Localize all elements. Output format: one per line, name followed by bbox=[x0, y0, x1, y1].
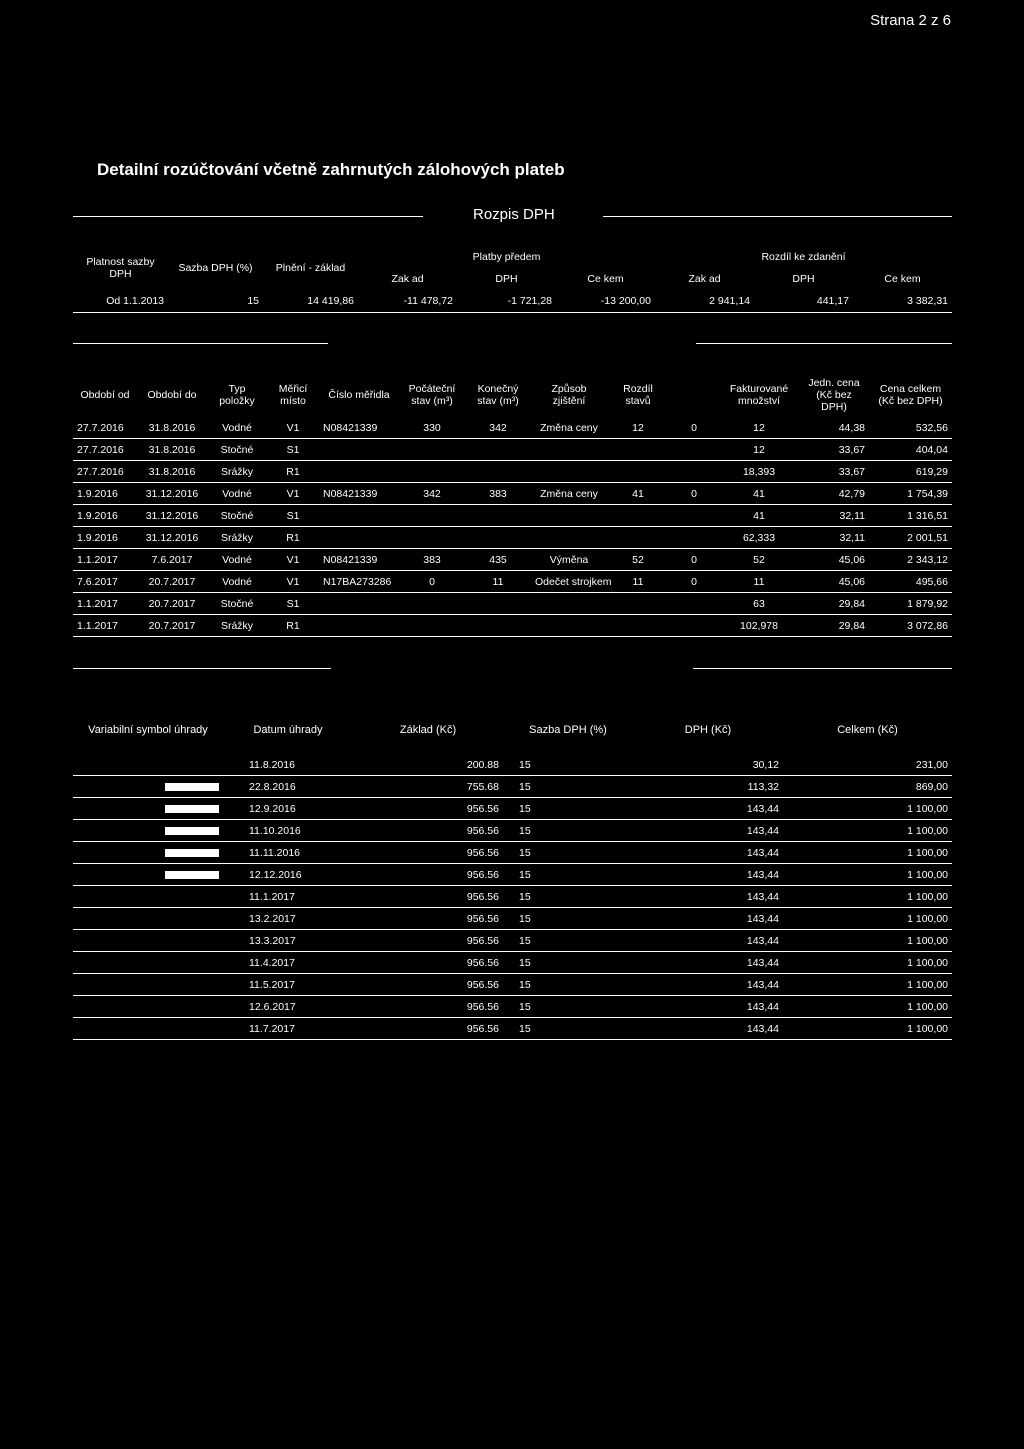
meter-cell bbox=[669, 527, 719, 549]
vat-group-diff: Rozdíl ke zdanění bbox=[761, 251, 846, 263]
meter-row bbox=[73, 549, 952, 571]
meter-cell: 0 bbox=[399, 571, 465, 593]
payments-table bbox=[73, 716, 952, 1040]
payment-cell bbox=[73, 886, 223, 908]
meter-row bbox=[73, 417, 952, 439]
meter-cell bbox=[607, 439, 669, 461]
payment-cell: 143,44 bbox=[633, 1018, 783, 1040]
divider bbox=[696, 343, 952, 344]
payment-cell: 143,44 bbox=[633, 798, 783, 820]
page-number: Strana 2 z 6 bbox=[870, 12, 951, 29]
payment-cell: 15 bbox=[503, 754, 633, 776]
payment-cell: 755.68 bbox=[353, 776, 503, 798]
meter-cell: Změna ceny bbox=[531, 417, 607, 439]
meter-cell: 32,11 bbox=[799, 527, 869, 549]
payments-col-header: DPH (Kč) bbox=[684, 724, 732, 736]
meter-table bbox=[73, 373, 952, 637]
payment-cell: 1 100,00 bbox=[783, 798, 952, 820]
payment-row bbox=[73, 820, 952, 842]
meter-cell: 12 bbox=[607, 417, 669, 439]
meter-cell: 1 754,39 bbox=[869, 483, 952, 505]
meter-col-header: Počáteční stav (m³) bbox=[408, 383, 456, 407]
meter-cell: 342 bbox=[399, 483, 465, 505]
meter-cell: 27.7.2016 bbox=[73, 439, 137, 461]
payment-row bbox=[73, 798, 952, 820]
payment-cell: 143,44 bbox=[633, 908, 783, 930]
meter-cell bbox=[669, 615, 719, 637]
meter-cell: 11 bbox=[719, 571, 799, 593]
meter-cell bbox=[531, 461, 607, 483]
payment-cell: 1 100,00 bbox=[783, 996, 952, 1018]
payment-cell: 956.56 bbox=[353, 886, 503, 908]
payment-row bbox=[73, 952, 952, 974]
meter-cell bbox=[607, 615, 669, 637]
meter-cell: 20.7.2017 bbox=[137, 593, 207, 615]
meter-cell: 63 bbox=[719, 593, 799, 615]
meter-section-header bbox=[73, 333, 952, 353]
meter-cell bbox=[319, 593, 399, 615]
payment-cell: 15 bbox=[503, 1018, 633, 1040]
meter-cell bbox=[465, 439, 531, 461]
meter-cell: N08421339 bbox=[319, 483, 399, 505]
payment-cell: 15 bbox=[503, 974, 633, 996]
meter-cell bbox=[465, 505, 531, 527]
meter-cell: 532,56 bbox=[869, 417, 952, 439]
vat-sub-vat: DPH bbox=[792, 273, 815, 285]
payments-col-header: Datum úhrady bbox=[253, 724, 323, 736]
payment-row bbox=[73, 776, 952, 798]
payment-cell: 143,44 bbox=[633, 842, 783, 864]
meter-cell: Vodné bbox=[207, 571, 267, 593]
payment-cell: 12.12.2016 bbox=[223, 864, 353, 886]
meter-col-header: Způsob zjištění bbox=[551, 383, 587, 407]
meter-cell: 41 bbox=[719, 505, 799, 527]
meter-cell: 33,67 bbox=[799, 439, 869, 461]
payment-cell: 11.4.2017 bbox=[223, 952, 353, 974]
payment-cell: 1 100,00 bbox=[783, 820, 952, 842]
meter-cell: 42,79 bbox=[799, 483, 869, 505]
meter-cell: N08421339 bbox=[319, 417, 399, 439]
meter-cell: 1.9.2016 bbox=[73, 483, 137, 505]
vat-sub-base: Zak ad bbox=[688, 273, 721, 285]
meter-cell: 18,393 bbox=[719, 461, 799, 483]
meter-cell bbox=[399, 461, 465, 483]
meter-cell bbox=[399, 527, 465, 549]
payment-cell: 956.56 bbox=[353, 996, 503, 1018]
payment-cell: 1 100,00 bbox=[783, 1018, 952, 1040]
meter-cell bbox=[465, 593, 531, 615]
meter-cell: Vodné bbox=[207, 483, 267, 505]
meter-row bbox=[73, 483, 952, 505]
meter-cell bbox=[399, 439, 465, 461]
meter-cell: V1 bbox=[267, 417, 319, 439]
payment-cell: 11.8.2016 bbox=[223, 754, 353, 776]
meter-cell: 1.1.2017 bbox=[73, 593, 137, 615]
vat-heading: Rozpis DPH bbox=[473, 206, 555, 223]
payment-cell: 15 bbox=[503, 908, 633, 930]
payment-cell: 15 bbox=[503, 930, 633, 952]
vat-cell: -13 200,00 bbox=[556, 290, 655, 313]
meter-cell bbox=[319, 439, 399, 461]
payments-col-header: Celkem (Kč) bbox=[837, 724, 898, 736]
payment-cell bbox=[73, 952, 223, 974]
payment-cell: 15 bbox=[503, 886, 633, 908]
meter-cell: 41 bbox=[719, 483, 799, 505]
payment-cell: 1 100,00 bbox=[783, 842, 952, 864]
vat-col-validity: Platnost sazby DPH bbox=[86, 256, 155, 280]
meter-cell: 1.1.2017 bbox=[73, 615, 137, 637]
meter-cell: 435 bbox=[465, 549, 531, 571]
payment-cell bbox=[73, 864, 223, 886]
meter-col-header: Fakturované množství bbox=[729, 383, 789, 407]
meter-cell: 1.9.2016 bbox=[73, 505, 137, 527]
meter-row bbox=[73, 615, 952, 637]
meter-cell bbox=[607, 527, 669, 549]
meter-cell bbox=[399, 615, 465, 637]
meter-col-header: Období od bbox=[80, 389, 130, 401]
meter-row bbox=[73, 527, 952, 549]
payment-row bbox=[73, 974, 952, 996]
meter-cell: 330 bbox=[399, 417, 465, 439]
payment-cell: 143,44 bbox=[633, 930, 783, 952]
meter-cell bbox=[607, 593, 669, 615]
meter-cell bbox=[319, 505, 399, 527]
meter-cell: 45,06 bbox=[799, 571, 869, 593]
redacted-symbol bbox=[165, 849, 219, 857]
document-title: Detailní rozúčtování včetně zahrnutých zálohových plateb bbox=[97, 160, 565, 179]
payment-cell bbox=[73, 798, 223, 820]
vat-cell: 441,17 bbox=[754, 290, 853, 313]
meter-cell bbox=[669, 505, 719, 527]
meter-cell: N08421339 bbox=[319, 549, 399, 571]
meter-cell: 0 bbox=[669, 417, 719, 439]
meter-cell: 1 879,92 bbox=[869, 593, 952, 615]
payment-cell: 15 bbox=[503, 952, 633, 974]
meter-cell: 11 bbox=[607, 571, 669, 593]
meter-cell: 3 072,86 bbox=[869, 615, 952, 637]
payment-cell: 1 100,00 bbox=[783, 952, 952, 974]
meter-cell: 0 bbox=[669, 549, 719, 571]
meter-cell: 7.6.2017 bbox=[73, 571, 137, 593]
meter-cell: 31.12.2016 bbox=[137, 505, 207, 527]
payment-cell: 956.56 bbox=[353, 952, 503, 974]
meter-cell: 52 bbox=[607, 549, 669, 571]
meter-cell: Stočné bbox=[207, 439, 267, 461]
redacted-symbol bbox=[165, 871, 219, 879]
payment-cell: 11.1.2017 bbox=[223, 886, 353, 908]
payment-row bbox=[73, 996, 952, 1018]
payment-cell: 956.56 bbox=[353, 974, 503, 996]
meter-cell: 404,04 bbox=[869, 439, 952, 461]
payment-cell: 200.88 bbox=[353, 754, 503, 776]
payment-cell: 143,44 bbox=[633, 952, 783, 974]
payments-col-header: Sazba DPH (%) bbox=[529, 724, 607, 736]
meter-cell: R1 bbox=[267, 461, 319, 483]
meter-cell bbox=[669, 461, 719, 483]
payment-cell: 12.9.2016 bbox=[223, 798, 353, 820]
meter-cell: V1 bbox=[267, 483, 319, 505]
meter-row bbox=[73, 439, 952, 461]
payment-cell: 956.56 bbox=[353, 798, 503, 820]
meter-cell: Vodné bbox=[207, 549, 267, 571]
meter-cell bbox=[319, 527, 399, 549]
payment-cell: 143,44 bbox=[633, 820, 783, 842]
meter-cell: 619,29 bbox=[869, 461, 952, 483]
meter-cell: 62,333 bbox=[719, 527, 799, 549]
meter-cell: Srážky bbox=[207, 461, 267, 483]
meter-cell: 0 bbox=[669, 571, 719, 593]
meter-cell: 1.9.2016 bbox=[73, 527, 137, 549]
vat-sub-total: Ce kem bbox=[884, 273, 921, 285]
redacted-symbol bbox=[165, 783, 219, 791]
payment-cell: 143,44 bbox=[633, 886, 783, 908]
payments-section bbox=[73, 658, 952, 1040]
meter-cell: 495,66 bbox=[869, 571, 952, 593]
vat-group-prepaid: Platby předem bbox=[472, 251, 541, 263]
vat-col-base: Plnění - základ bbox=[275, 262, 346, 274]
payment-cell: 22.8.2016 bbox=[223, 776, 353, 798]
vat-section bbox=[73, 206, 952, 313]
meter-cell: 31.8.2016 bbox=[137, 461, 207, 483]
meter-cell bbox=[669, 593, 719, 615]
payment-cell: 11.11.2016 bbox=[223, 842, 353, 864]
meter-cell: Srážky bbox=[207, 527, 267, 549]
meter-cell bbox=[465, 615, 531, 637]
divider bbox=[73, 668, 331, 669]
meter-cell bbox=[531, 505, 607, 527]
payment-cell: 956.56 bbox=[353, 908, 503, 930]
vat-section-header bbox=[73, 206, 952, 226]
payment-cell: 956.56 bbox=[353, 1018, 503, 1040]
meter-cell: 27.7.2016 bbox=[73, 461, 137, 483]
meter-cell: Změna ceny bbox=[531, 483, 607, 505]
divider bbox=[693, 668, 952, 669]
meter-cell: 383 bbox=[465, 483, 531, 505]
payment-cell bbox=[73, 842, 223, 864]
vat-col-rate: Sazba DPH (%) bbox=[178, 262, 253, 274]
meter-row bbox=[73, 461, 952, 483]
meter-col-header: Typ položky bbox=[219, 383, 255, 407]
vat-cell: Od 1.1.2013 bbox=[73, 290, 168, 313]
meter-cell: 11 bbox=[465, 571, 531, 593]
payment-cell: 13.2.2017 bbox=[223, 908, 353, 930]
meter-cell: 41 bbox=[607, 483, 669, 505]
meter-cell: 102,978 bbox=[719, 615, 799, 637]
meter-cell: Výměna bbox=[531, 549, 607, 571]
payment-cell: 956.56 bbox=[353, 820, 503, 842]
meter-col-header: Rozdíl stavů bbox=[623, 383, 653, 407]
meter-cell bbox=[319, 461, 399, 483]
payment-cell bbox=[73, 974, 223, 996]
meter-cell: 12 bbox=[719, 439, 799, 461]
vat-cell: 2 941,14 bbox=[655, 290, 754, 313]
payment-row bbox=[73, 1018, 952, 1040]
vat-sub-vat: DPH bbox=[495, 273, 518, 285]
payments-col-header: Variabilní symbol úhrady bbox=[88, 724, 208, 736]
meter-cell: 52 bbox=[719, 549, 799, 571]
meter-col-header: Konečný stav (m³) bbox=[477, 383, 519, 407]
meter-cell: 33,67 bbox=[799, 461, 869, 483]
payment-cell: 1 100,00 bbox=[783, 974, 952, 996]
meter-cell: 29,84 bbox=[799, 615, 869, 637]
payment-cell: 11.7.2017 bbox=[223, 1018, 353, 1040]
meter-cell bbox=[531, 439, 607, 461]
payment-cell bbox=[73, 820, 223, 842]
payments-section-header bbox=[73, 658, 952, 678]
meter-cell: 31.8.2016 bbox=[137, 417, 207, 439]
payment-cell: 15 bbox=[503, 820, 633, 842]
meter-cell: 2 001,51 bbox=[869, 527, 952, 549]
meter-cell: R1 bbox=[267, 615, 319, 637]
meter-row bbox=[73, 571, 952, 593]
meter-cell: 342 bbox=[465, 417, 531, 439]
meter-cell: R1 bbox=[267, 527, 319, 549]
vat-cell: -11 478,72 bbox=[358, 290, 457, 313]
payment-cell bbox=[73, 996, 223, 1018]
meter-cell: Srážky bbox=[207, 615, 267, 637]
payment-cell: 1 100,00 bbox=[783, 886, 952, 908]
meter-cell bbox=[531, 615, 607, 637]
meter-cell bbox=[607, 505, 669, 527]
meter-cell bbox=[465, 461, 531, 483]
payment-cell: 956.56 bbox=[353, 842, 503, 864]
meter-cell: 1.1.2017 bbox=[73, 549, 137, 571]
payment-cell: 1 100,00 bbox=[783, 930, 952, 952]
payment-row bbox=[73, 908, 952, 930]
meter-cell: N17BA273286 bbox=[319, 571, 399, 593]
meter-cell bbox=[465, 527, 531, 549]
divider bbox=[73, 216, 423, 217]
vat-row bbox=[73, 290, 952, 313]
meter-cell: 32,11 bbox=[799, 505, 869, 527]
meter-cell: 20.7.2017 bbox=[137, 571, 207, 593]
meter-cell: 2 343,12 bbox=[869, 549, 952, 571]
meter-cell bbox=[531, 593, 607, 615]
meter-cell: 383 bbox=[399, 549, 465, 571]
payment-cell bbox=[73, 908, 223, 930]
payment-cell: 15 bbox=[503, 776, 633, 798]
vat-cell: 15 bbox=[168, 290, 263, 313]
meter-cell: S1 bbox=[267, 505, 319, 527]
meter-cell: 31.12.2016 bbox=[137, 483, 207, 505]
meter-row bbox=[73, 505, 952, 527]
meter-cell: 7.6.2017 bbox=[137, 549, 207, 571]
payment-cell bbox=[73, 1018, 223, 1040]
meter-cell: S1 bbox=[267, 439, 319, 461]
meter-row bbox=[73, 593, 952, 615]
payment-cell: 143,44 bbox=[633, 996, 783, 1018]
meter-cell: 31.12.2016 bbox=[137, 527, 207, 549]
payment-cell: 13.3.2017 bbox=[223, 930, 353, 952]
payment-cell: 1 100,00 bbox=[783, 908, 952, 930]
payment-cell: 11.5.2017 bbox=[223, 974, 353, 996]
meter-section bbox=[73, 333, 952, 637]
payment-cell: 12.6.2017 bbox=[223, 996, 353, 1018]
payment-cell bbox=[73, 754, 223, 776]
payment-cell: 869,00 bbox=[783, 776, 952, 798]
meter-cell: V1 bbox=[267, 571, 319, 593]
vat-sub-base: Zak ad bbox=[391, 273, 424, 285]
payment-cell: 231,00 bbox=[783, 754, 952, 776]
meter-cell bbox=[319, 615, 399, 637]
payment-cell: 11.10.2016 bbox=[223, 820, 353, 842]
payment-cell bbox=[73, 930, 223, 952]
meter-cell bbox=[607, 461, 669, 483]
meter-cell: 1 316,51 bbox=[869, 505, 952, 527]
payment-cell: 113,32 bbox=[633, 776, 783, 798]
payment-row bbox=[73, 754, 952, 776]
meter-col-header: Jedn. cena (Kč bez DPH) bbox=[808, 377, 860, 413]
payment-cell: 143,44 bbox=[633, 974, 783, 996]
redacted-symbol bbox=[165, 827, 219, 835]
meter-cell: 44,38 bbox=[799, 417, 869, 439]
meter-cell: 12 bbox=[719, 417, 799, 439]
payment-cell: 15 bbox=[503, 996, 633, 1018]
meter-cell bbox=[399, 505, 465, 527]
meter-col-header: Období do bbox=[147, 389, 197, 401]
meter-cell: 31.8.2016 bbox=[137, 439, 207, 461]
meter-col-header: Měřicí místo bbox=[278, 383, 308, 407]
meter-cell: Vodné bbox=[207, 417, 267, 439]
meter-cell: Stočné bbox=[207, 593, 267, 615]
redacted-symbol bbox=[165, 805, 219, 813]
payment-cell: 15 bbox=[503, 842, 633, 864]
divider bbox=[73, 343, 328, 344]
meter-cell bbox=[669, 439, 719, 461]
vat-table bbox=[73, 246, 952, 313]
payment-cell: 143,44 bbox=[633, 864, 783, 886]
meter-cell: 29,84 bbox=[799, 593, 869, 615]
meter-cell bbox=[399, 593, 465, 615]
meter-col-header bbox=[669, 373, 719, 417]
meter-col-header: Cena celkem (Kč bez DPH) bbox=[878, 383, 943, 407]
payment-cell: 956.56 bbox=[353, 864, 503, 886]
payment-cell: 15 bbox=[503, 798, 633, 820]
divider bbox=[603, 216, 952, 217]
vat-sub-total: Ce kem bbox=[587, 273, 624, 285]
payment-row bbox=[73, 864, 952, 886]
meter-cell: S1 bbox=[267, 593, 319, 615]
payment-row bbox=[73, 930, 952, 952]
payment-row bbox=[73, 842, 952, 864]
payment-cell: 15 bbox=[503, 864, 633, 886]
meter-cell bbox=[531, 527, 607, 549]
payments-col-header: Základ (Kč) bbox=[399, 724, 457, 736]
payment-cell bbox=[73, 776, 223, 798]
meter-cell: Odečet strojkem bbox=[531, 571, 607, 593]
payment-cell: 30,12 bbox=[633, 754, 783, 776]
meter-cell: 27.7.2016 bbox=[73, 417, 137, 439]
vat-cell: 14 419,86 bbox=[263, 290, 358, 313]
meter-col-header: Číslo měřidla bbox=[328, 389, 390, 401]
meter-cell: 0 bbox=[669, 483, 719, 505]
payment-cell: 956.56 bbox=[353, 930, 503, 952]
payment-row bbox=[73, 886, 952, 908]
payment-cell: 1 100,00 bbox=[783, 864, 952, 886]
meter-cell: Stočné bbox=[207, 505, 267, 527]
meter-cell: 20.7.2017 bbox=[137, 615, 207, 637]
meter-cell: V1 bbox=[267, 549, 319, 571]
meter-cell: 45,06 bbox=[799, 549, 869, 571]
vat-cell: -1 721,28 bbox=[457, 290, 556, 313]
vat-cell: 3 382,31 bbox=[853, 290, 952, 313]
